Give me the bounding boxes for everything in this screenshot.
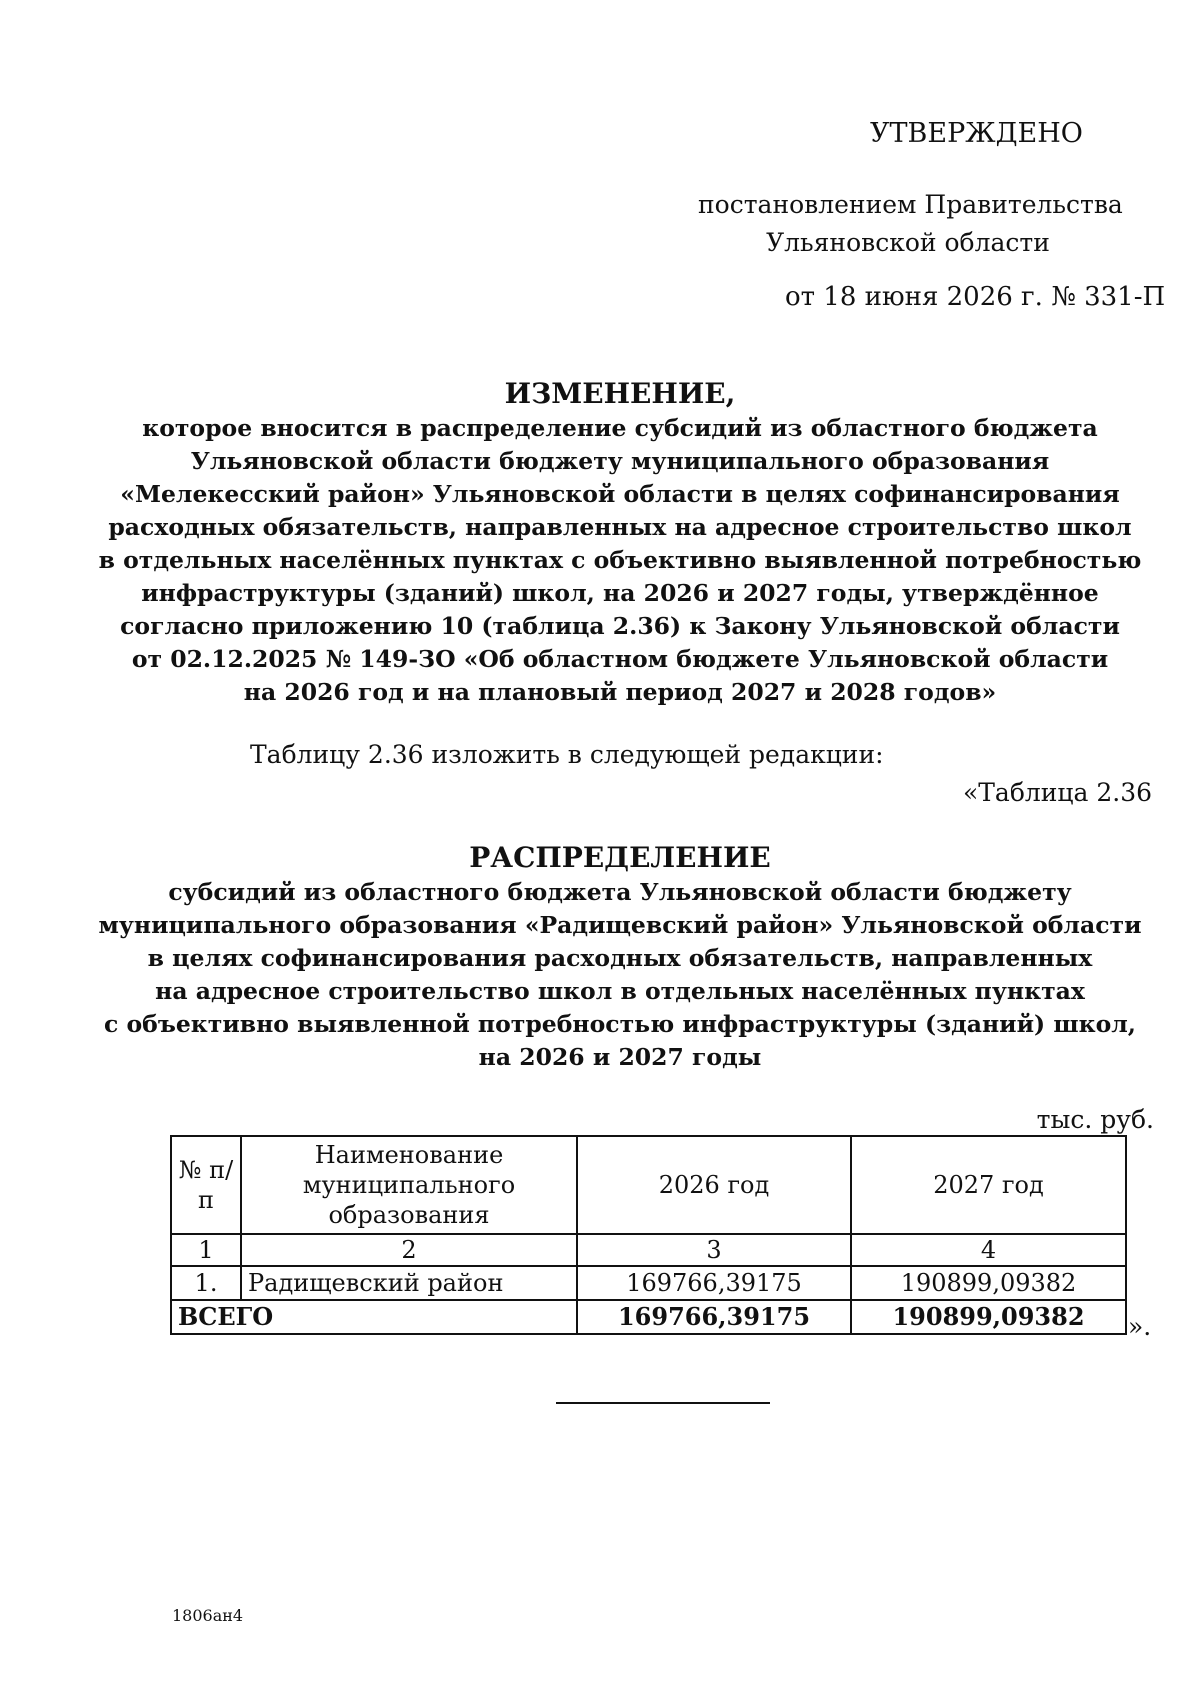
amendment-line: инфраструктуры (зданий) школ, на 2026 и 2027 годы, утверждённое <box>141 579 1099 607</box>
distribution-line: на адресное строительство школ в отдельных населённых пунктах <box>155 977 1085 1005</box>
decree-line-2: Ульяновской области <box>766 228 1050 257</box>
header-number: № п/п <box>171 1136 241 1234</box>
column-number: 3 <box>577 1234 851 1266</box>
amendment-line: Ульяновской области бюджету муниципального образования <box>190 447 1050 475</box>
decree-reference <box>698 186 1123 262</box>
distribution-line: муниципального образования «Радищевский район» Ульяновской области <box>98 911 1142 939</box>
approval-stamp: УТВЕРЖДЕНО <box>870 118 1083 149</box>
decree-line-1: постановлением Правительства <box>698 190 1123 219</box>
row-2026-amount: 169766,39175 <box>577 1266 851 1300</box>
header-2026: 2026 год <box>577 1136 851 1234</box>
amendment-line: в отдельных населённых пунктах с объективно выявленной потребностью <box>98 546 1142 574</box>
amendment-heading <box>80 376 1160 709</box>
end-separator <box>556 1402 770 1404</box>
amendment-line: согласно приложению 10 (таблица 2.36) к Закону Ульяновской области <box>120 612 1120 640</box>
table-reference: «Таблица 2.36 <box>962 778 1152 807</box>
distribution-title: РАСПРЕДЕЛЕНИЕ <box>469 841 771 874</box>
total-row <box>171 1300 1126 1334</box>
distribution-line: в целях софинансирования расходных обязательств, направленных <box>147 944 1093 972</box>
distribution-line: на 2026 и 2027 годы <box>478 1043 762 1071</box>
units-label: тыс. руб. <box>1036 1105 1154 1134</box>
amendment-line: расходных обязательств, направленных на адресное строительство школ <box>108 513 1132 541</box>
amendment-line: «Мелекесский район» Ульяновской области в целях софинансирования <box>120 480 1120 508</box>
document-code: 1806ан4 <box>172 1606 244 1625</box>
header-2027: 2027 год <box>851 1136 1126 1234</box>
column-number: 4 <box>851 1234 1126 1266</box>
subsidy-table <box>170 1135 1127 1335</box>
total-label: ВСЕГО <box>171 1300 577 1334</box>
amendment-line: на 2026 год и на плановый период 2027 и 2028 годов» <box>243 678 997 706</box>
header-municipality: Наименование муниципального образования <box>241 1136 577 1234</box>
decree-date: от 18 июня 2026 г. № 331-П <box>785 282 1166 312</box>
table-row <box>171 1266 1126 1300</box>
distribution-line: с объективно выявленной потребностью инфраструктуры (зданий) школ, <box>103 1010 1136 1038</box>
instruction-text: Таблицу 2.36 изложить в следующей редакции: <box>250 740 884 769</box>
row-municipality: Радищевский район <box>241 1266 577 1300</box>
column-number: 2 <box>241 1234 577 1266</box>
amendment-line: которое вносится в распределение субсидий из областного бюджета <box>142 414 1098 442</box>
total-2027-amount: 190899,09382 <box>851 1300 1126 1334</box>
column-numbering-row <box>171 1234 1126 1266</box>
total-2026-amount: 169766,39175 <box>577 1300 851 1334</box>
amendment-title: ИЗМЕНЕНИЕ, <box>504 377 736 410</box>
distribution-line: субсидий из областного бюджета Ульяновской области бюджету <box>168 878 1072 906</box>
distribution-heading <box>80 840 1160 1074</box>
row-number: 1. <box>171 1266 241 1300</box>
amendment-line: от 02.12.2025 № 149-ЗО «Об областном бюджете Ульяновской области <box>131 645 1109 673</box>
row-2027-amount: 190899,09382 <box>851 1266 1126 1300</box>
column-number: 1 <box>171 1234 241 1266</box>
closing-quote: ». <box>1128 1312 1152 1341</box>
table-header-row <box>171 1136 1126 1234</box>
